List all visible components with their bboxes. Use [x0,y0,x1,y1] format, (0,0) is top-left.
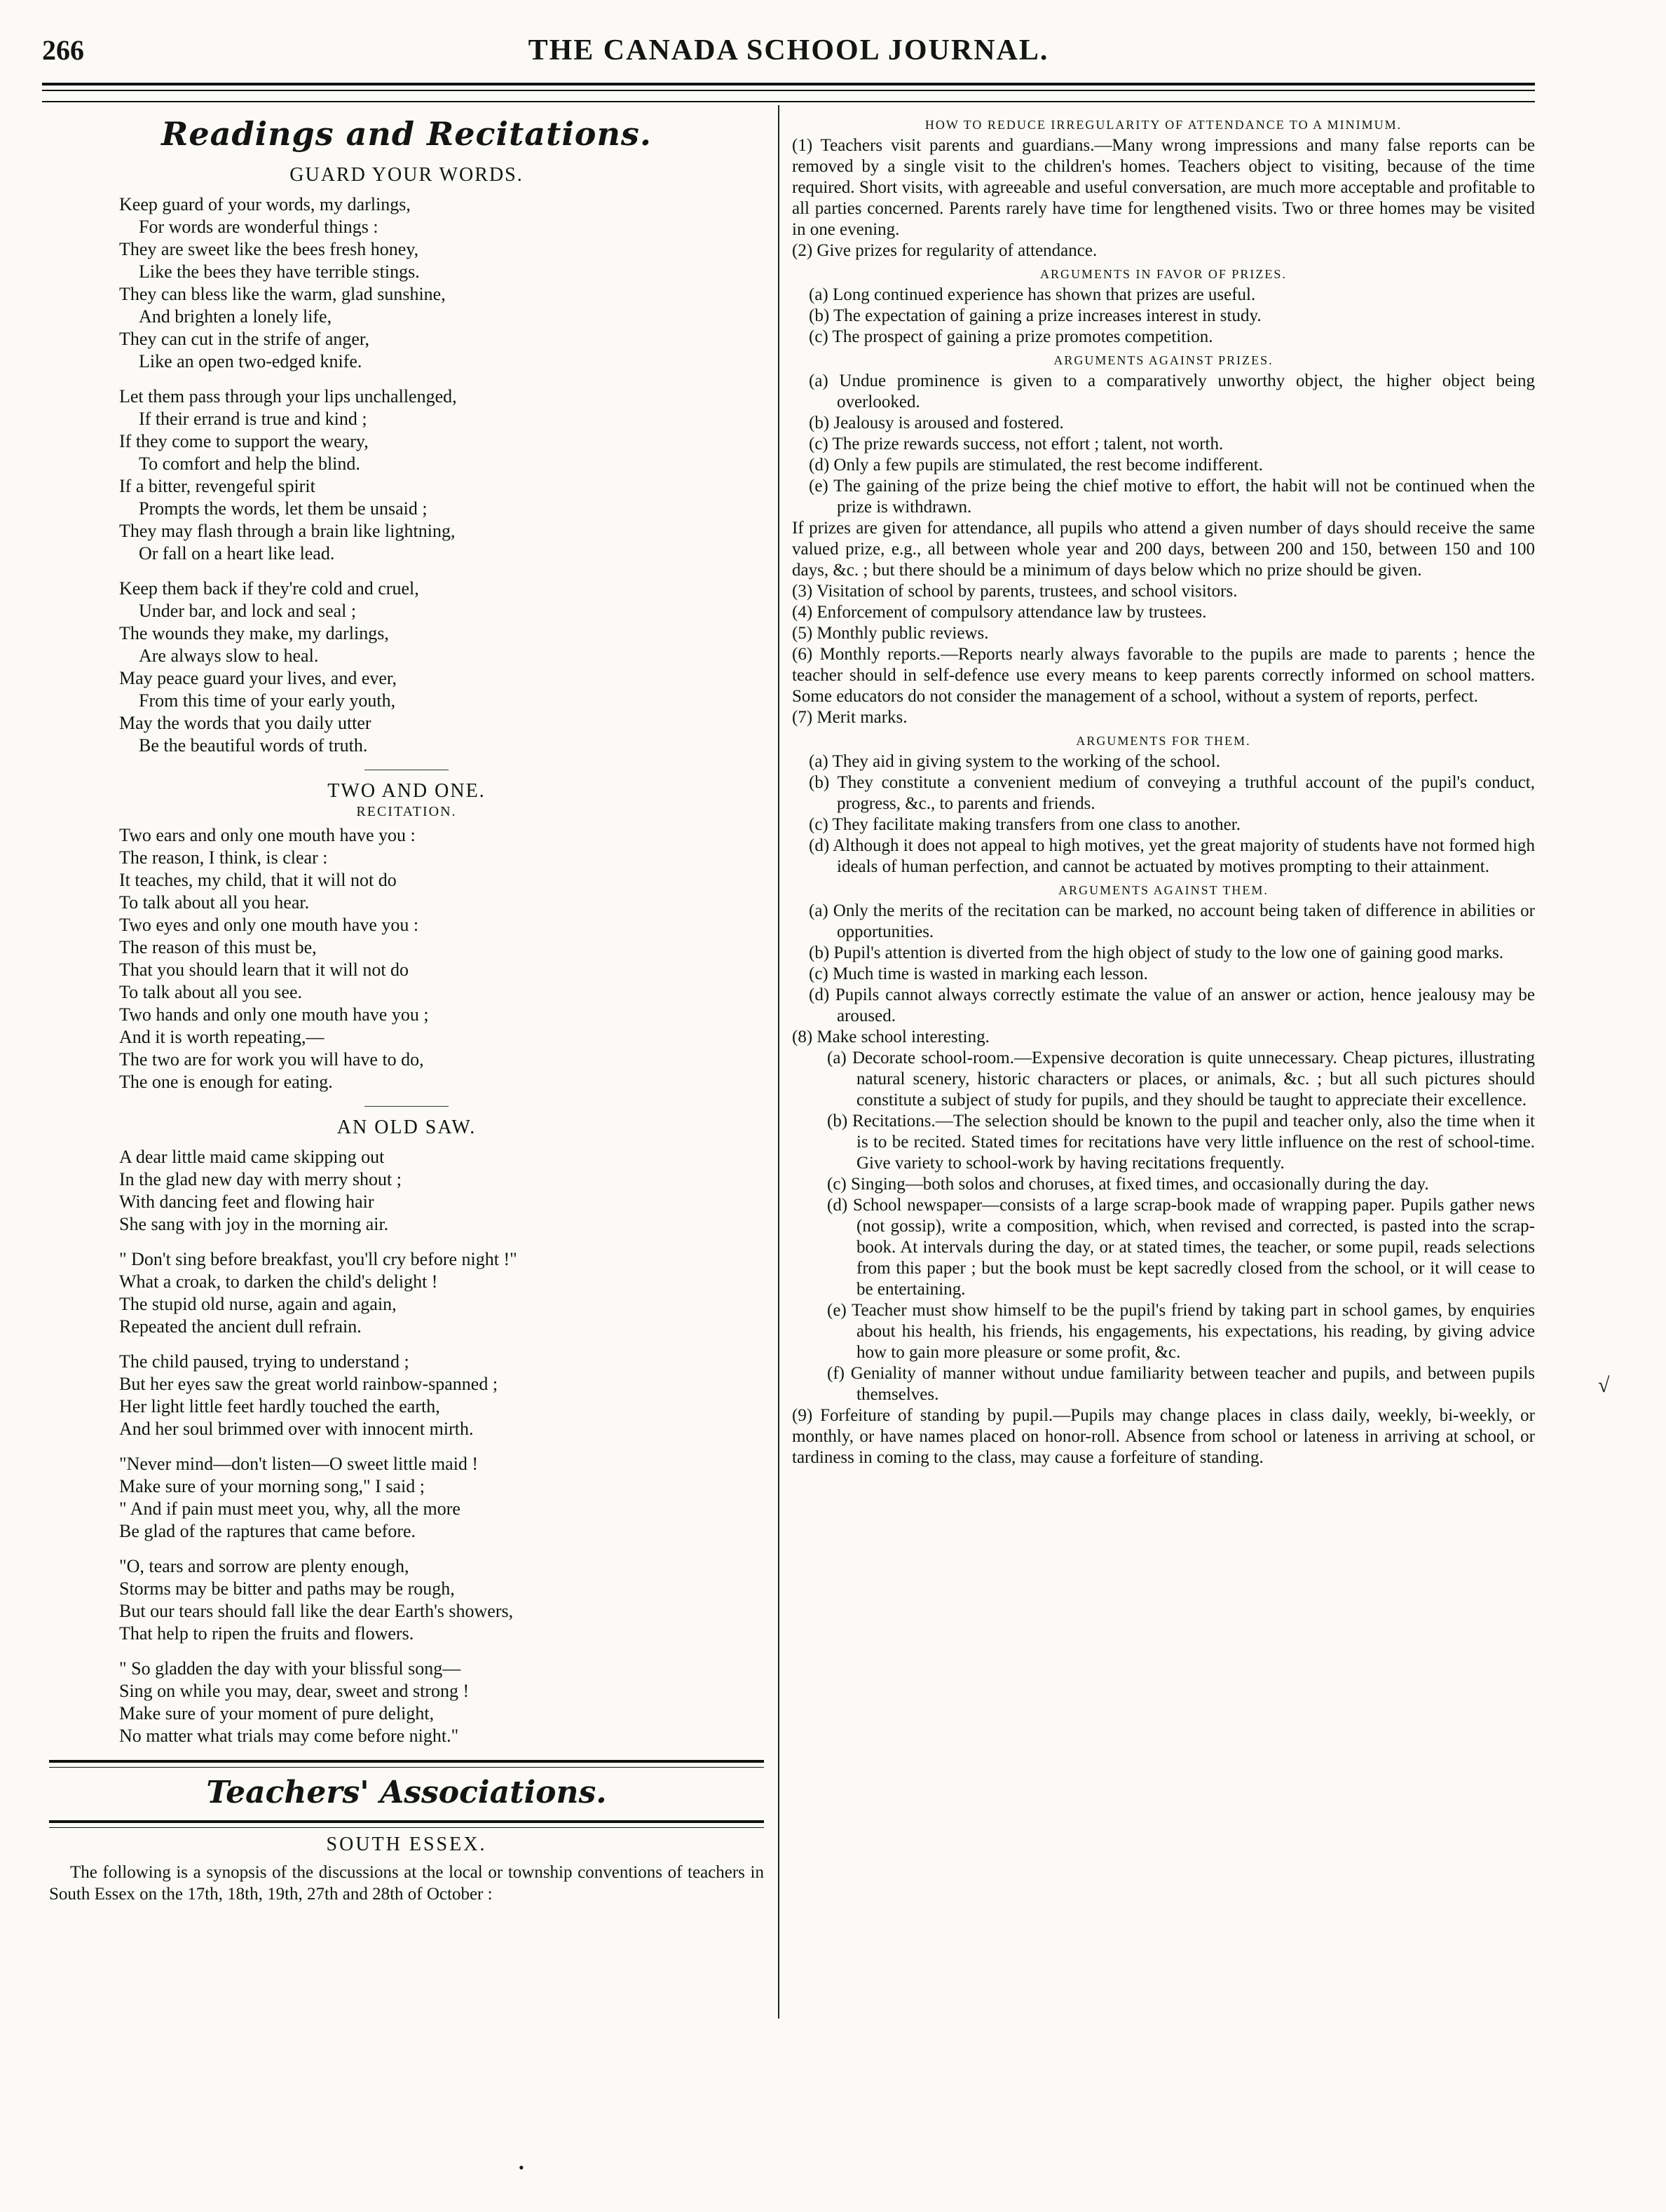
poem-title: TWO AND ONE. [327,780,486,802]
lettered-item: (b) Jealousy is aroused and fostered. [809,414,1064,432]
lettered-item: (c) Much time is wasted in marking each lesson. [809,964,1148,983]
right-column [792,112,1535,1468]
poem-line: The child paused, trying to understand ; [119,1351,409,1372]
journal-title: THE CANADA SCHOOL JOURNAL. [528,34,1049,67]
poem-line: She sang with joy in the morning air. [119,1214,389,1234]
lettered-item: (d) Only a few pupils are stimulated, the rest become indifferent. [809,456,1263,475]
numbered-item: If prizes are given for attendance, all pupils who attend a given number of days should receive the same valued prize, e.g., all between whole year and 200 days, between 200 and 150, between 150 and 100 days, &c. ; but there should be a minimum of days below which no prize should be given. [792,519,1535,580]
poem-line: And it is worth repeating,— [119,1027,325,1047]
poem-line: Under bar, and lock and seal ; [139,601,357,621]
lettered-item: (b) Pupil's attention is diverted from the high object of study to the low one of gaining good marks. [809,943,1504,962]
poem-line: To talk about all you see. [119,982,303,1002]
poem-line: Keep them back if they're cold and cruel, [119,578,419,599]
poem-line: "O, tears and sorrow are plenty enough, [119,1556,409,1576]
poem-line: To talk about all you hear. [119,892,310,913]
poem-line: They are sweet like the bees fresh honey, [119,239,419,259]
poem-line: Be glad of the raptures that came before. [119,1521,416,1541]
poem-line: The one is enough for eating. [119,1072,333,1092]
lettered-item: (d) Pupils cannot always correctly estimate the value of an answer or action, hence jealousy may be aroused. [809,985,1535,1025]
poem-line: Let them pass through your lips unchallenged, [119,386,457,407]
poem-line: Keep guard of your words, my darlings, [119,194,411,214]
section-title: Readings and Recitations. [161,115,652,153]
poem-line: That you should learn that it will not do [119,960,409,980]
numbered-item: (9) Forfeiture of standing by pupil.—Pupils may change places in class daily, weekly, bi-weekly, or monthly, or have names placed on honor-roll. Absence from school or lateness in arriving at school, or tardiness in coming to the class, may cause a forfeiture of standing. [792,1406,1535,1467]
stanza [119,1658,764,1747]
poem-line: And brighten a lonely life, [139,306,332,327]
lettered-item: (b) The expectation of gaining a prize increases interest in study. [809,306,1262,325]
numbered-item: (3) Visitation of school by parents, trustees, and school visitors. [792,582,1238,601]
poem-line: No matter what trials may come before night." [119,1726,459,1746]
poem-guard-your-words [49,193,764,757]
stanza [119,1351,764,1440]
poem-line: But our tears should fall like the dear Earth's showers, [119,1601,514,1621]
stanza [119,1248,764,1338]
poem-line: The reason of this must be, [119,937,317,957]
numbered-item: (4) Enforcement of compulsory attendance law by trustees. [792,603,1207,622]
poem-line: They may flash through a brain like lightning, [119,521,456,541]
page-header [42,34,1535,69]
stanza [119,1146,764,1236]
argument-heading: ARGUMENTS AGAINST THEM. [1058,883,1269,897]
lettered-item: (a) They aid in giving system to the working of the school. [809,752,1220,771]
poem-line: What a croak, to darken the child's delight ! [119,1271,438,1292]
poem-line: May the words that you daily utter [119,713,371,733]
poem-line: Two hands and only one mouth have you ; [119,1004,429,1025]
numbered-item: (2) Give prizes for regularity of attendance. [792,241,1098,260]
poem-line: Storms may be bitter and paths may be rough, [119,1578,455,1599]
poem-line: Prompts the words, let them be unsaid ; [139,498,428,519]
poem-line: Repeated the ancient dull refrain. [119,1316,362,1337]
poem-line: Be the beautiful words of truth. [139,735,368,756]
poem-line: Two ears and only one mouth have you : [119,825,416,845]
associations-title: Teachers' Associations. [206,1775,607,1810]
poem-line: "Never mind—don't listen—O sweet little maid ! [119,1454,479,1474]
separator [364,1106,449,1107]
poem-line: Her light little feet hardly touched the earth, [119,1396,440,1416]
poem-line: That help to ripen the fruits and flowers. [119,1623,414,1644]
page-number: 266 [42,34,84,66]
poem-line: Or fall on a heart like lead. [139,543,335,564]
margin-checkmark: √ [1598,1374,1610,1397]
argument-heading: ARGUMENTS AGAINST PRIZES. [1053,353,1274,367]
lettered-item: (c) The prospect of gaining a prize promotes competition. [809,327,1213,346]
poem-line: But her eyes saw the great world rainbow-spanned ; [119,1374,498,1394]
poem-title: GUARD YOUR WORDS. [289,164,524,186]
lettered-item: (e) Teacher must show himself to be the pupil's friend by taking part in school games, by enquiries about his health, his friends, his engagements, his expectations, his reading, by giving advice how to gain more pleasure or some profit, &c. [827,1301,1535,1362]
left-column [49,112,764,1905]
lettered-item: (a) Long continued experience has shown that prizes are useful. [809,285,1256,304]
lettered-item: (d) School newspaper—consists of a large scrap-book made of wrapping paper. Pupils gather news (not gossip), write a composition, which, when revised and corrected, is pasted into the scrap-book. At intervals during the day, or at stated times, the teacher, or some pupil, reads selections from this paper ; but the book must be kept sacredly closed from the school, or it will cease to be entertaining. [827,1196,1535,1299]
poem-line: " And if pain must meet you, why, all the more [119,1498,460,1519]
poem-line: In the glad new day with merry shout ; [119,1169,402,1189]
header-rule-thin [42,90,1535,91]
stanza [119,824,764,1093]
stanza [119,578,764,757]
argument-heading: ARGUMENTS FOR THEM. [1076,734,1251,748]
poem-line: " So gladden the day with your blissful song— [119,1658,461,1679]
lettered-item: (c) They facilitate making transfers from one class to another. [809,815,1241,834]
associations-subtitle: SOUTH ESSEX. [326,1834,487,1855]
poem-line: From this time of your early youth, [139,690,396,711]
poem-line: If a bitter, revengeful spirit [119,476,315,496]
poem-line: Like an open two-edged knife. [139,351,362,371]
stanza [119,193,764,373]
lettered-item: (a) Undue prominence is given to a comparatively unworthy object, the higher object being overlooked. [809,371,1535,411]
header-rule [42,83,1535,86]
poem-line: The two are for work you will have to do, [119,1049,424,1070]
lettered-item: (e) The gaining of the prize being the chief motive to effort, the habit will not be continued when the prize is withdrawn. [809,477,1535,517]
poem-line: The wounds they make, my darlings, [119,623,389,643]
poem-line: Sing on while you may, dear, sweet and strong ! [119,1681,470,1701]
poem-two-and-one [49,824,764,1093]
poem-line: For words are wonderful things : [139,217,378,237]
stanza [119,385,764,565]
poem-line: To comfort and help the blind. [139,453,360,474]
poem-line: Make sure of your morning song," I said ; [119,1476,425,1496]
poem-line: The reason, I think, is clear : [119,847,328,868]
poem-line: If they come to support the weary, [119,431,369,451]
stanza [119,1555,764,1645]
poem-an-old-saw [49,1146,764,1747]
numbered-item: (8) Make school interesting. [792,1028,990,1046]
poem-line: " Don't sing before breakfast, you'll cry before night !" [119,1249,517,1269]
article-heading: HOW TO REDUCE IRREGULARITY OF ATTENDANCE TO A MINIMUM. [924,118,1402,132]
section-rule [49,1820,764,1828]
numbered-item: (5) Monthly public reviews. [792,624,989,643]
stanza [119,1453,764,1543]
poem-line: May peace guard your lives, and ever, [119,668,397,688]
stray-mark: • [519,2159,524,2176]
section-rule [49,1760,764,1768]
lettered-item: (b) Recitations.—The selection should be known to the pupil and teacher only, also the time when it is to be recited. Stated times for recitations have very little influence on the rest of school-time. Give variety to school-work by having recitations frequently. [827,1112,1535,1173]
lettered-item: (d) Although it does not appeal to high motives, yet the great majority of students have not formed high ideals of human perfection, and cannot be actuated by motives prompting to their attainment. [809,836,1535,876]
poem-line: Two eyes and only one mouth have you : [119,915,419,935]
poem-line: With dancing feet and flowing hair [119,1192,374,1212]
poem-line: Make sure of your moment of pure delight, [119,1703,435,1723]
poem-line: If their errand is true and kind ; [139,409,367,429]
poem-subtitle: RECITATION. [356,804,457,819]
header-rule-thin-2 [42,101,1535,102]
lettered-item: (c) Singing—both solos and choruses, at fixed times, and occasionally during the day. [827,1175,1429,1194]
numbered-item: (7) Merit marks. [792,708,908,727]
column-divider [778,105,779,2019]
poem-line: It teaches, my child, that it will not do [119,870,397,890]
poem-line: A dear little maid came skipping out [119,1147,385,1167]
lettered-item: (a) Decorate school-room.—Expensive decoration is quite unnecessary. Cheap pictures, illustrating natural scenery, historic characters or places, or animals, &c. ; but all such pictures should constitute a subject of study for pupils, and they should be taught to appreciate their excellence. [827,1049,1535,1110]
lettered-item: (f) Geniality of manner without undue familiarity between teacher and pupils, and between pupils themselves. [827,1364,1535,1404]
poem-line: They can bless like the warm, glad sunshine, [119,284,446,304]
poem-line: Are always slow to heal. [139,646,319,666]
numbered-item: (1) Teachers visit parents and guardians.—Many wrong impressions and many false reports can be removed by a single visit to the children's homes. Teachers object to visiting, because of the time required. Short visits, with agreeable and useful conversation, are much more acceptable and profitable to all parties concerned. Parents rarely have time for lengthened visits. Two or three homes may be visited in one evening. [792,136,1535,239]
lettered-item: (c) The prize rewards success, not effort ; talent, not worth. [809,435,1224,453]
argument-heading: ARGUMENTS IN FAVOR OF PRIZES. [1040,267,1287,281]
lettered-item: (b) They constitute a convenient medium of conveying a truthful account of the pupil's conduct, progress, &c., to parents and friends. [809,773,1535,813]
poem-line: Like the bees they have terrible stings. [139,261,420,282]
poem-line: The stupid old nurse, again and again, [119,1294,397,1314]
lettered-item: (a) Only the merits of the recitation can be marked, no account being taken of difference in abilities or opportunities. [809,901,1535,941]
poem-title: AN OLD SAW. [336,1117,477,1138]
article-body [792,135,1535,1468]
poem-line: They can cut in the strife of anger, [119,329,370,349]
associations-intro: The following is a synopsis of the discussions at the local or township conventions of teachers in South Essex on the 17th, 18th, 19th, 27th and 28th of October : [49,1863,764,1904]
numbered-item: (6) Monthly reports.—Reports nearly always favorable to the pupils are made to parents ; hence the teacher should in self-defence use every means to keep parents correctly informed on school matters. Some educators do not consider the management of a school, without a system of reports, perfect. [792,645,1535,706]
poem-line: And her soul brimmed over with innocent mirth. [119,1419,474,1439]
